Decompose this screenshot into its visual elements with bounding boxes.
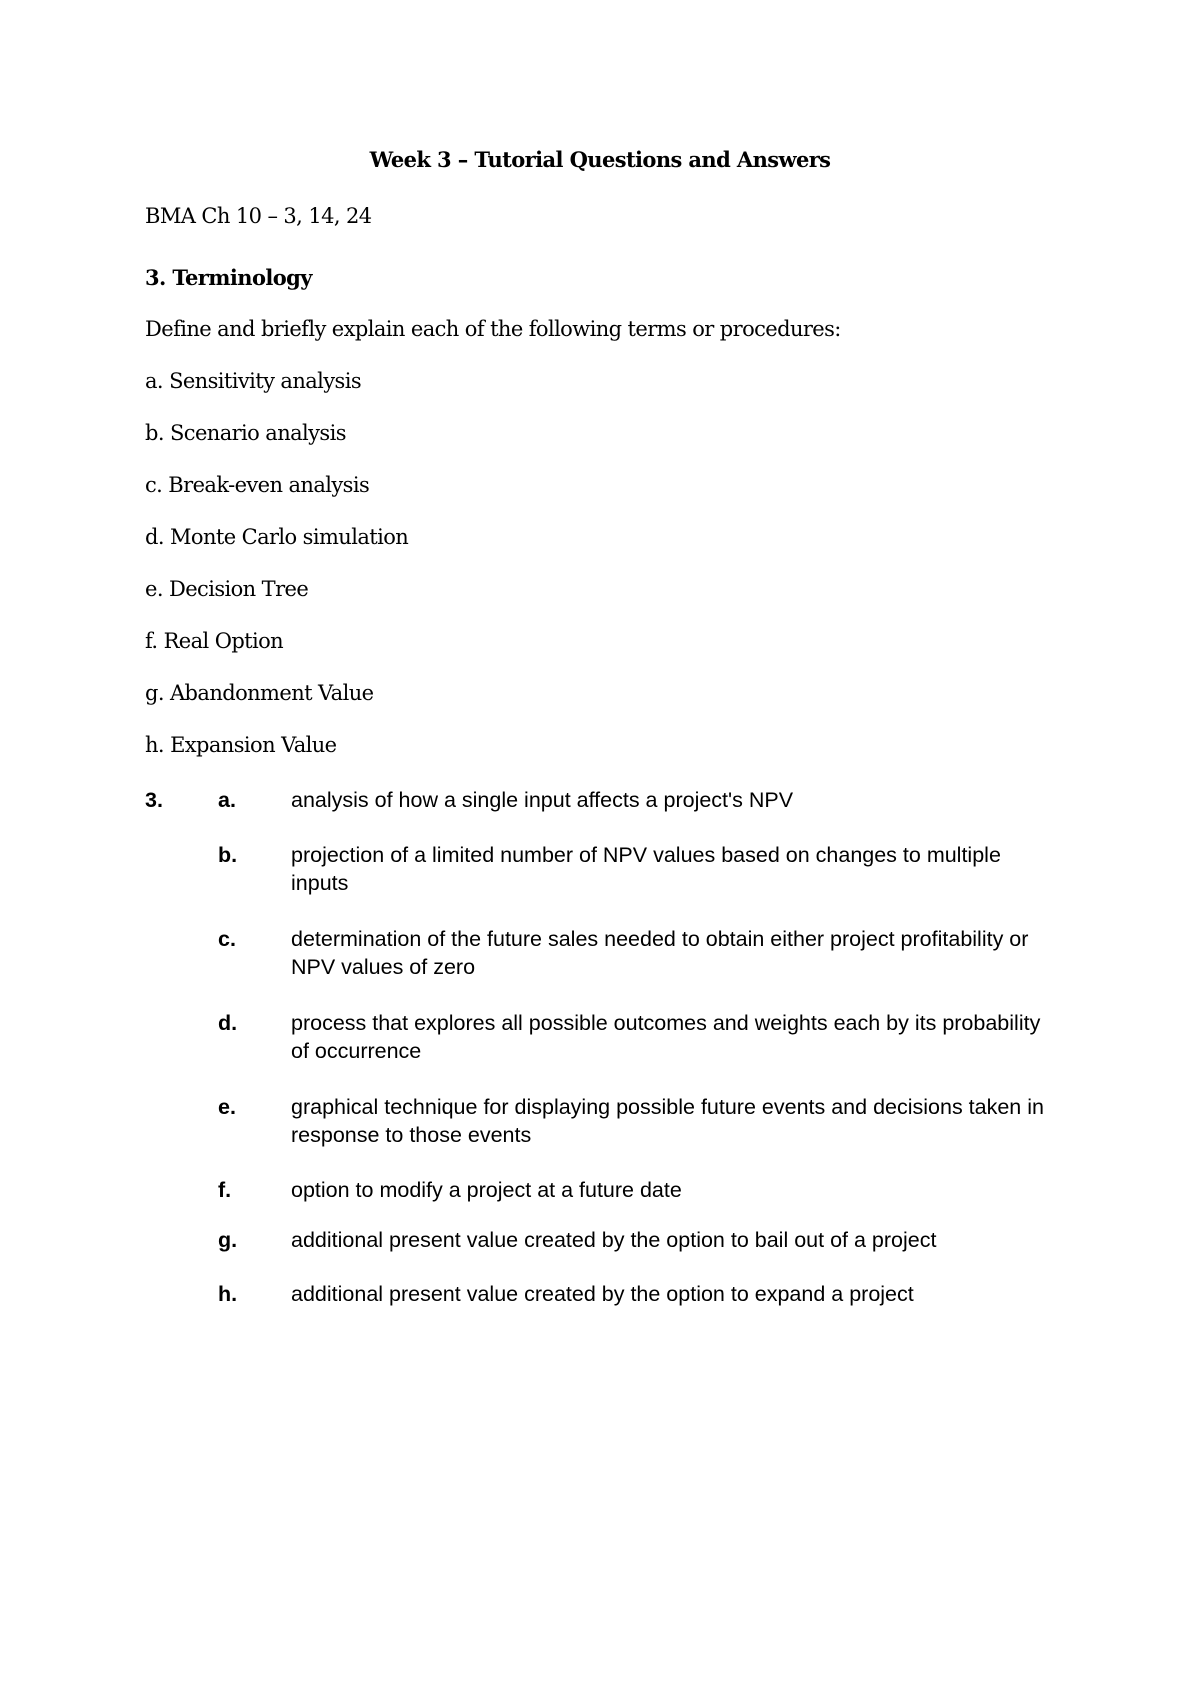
answer-text: process that explores all possible outcomes and weights each by its probability of occurrence (291, 1011, 1041, 1063)
question-instruction: Define and briefly explain each of the following terms or procedures: (145, 317, 841, 341)
terms-list (145, 368, 408, 784)
answer-text: analysis of how a single input affects a project's NPV (291, 788, 794, 812)
answer-letter: a. (218, 788, 236, 812)
term-item: c. Break-even analysis (145, 473, 370, 497)
answers-number: 3. (145, 788, 163, 812)
answer-text: option to modify a project at a future date (291, 1178, 682, 1202)
answer-letter: d. (218, 1011, 238, 1035)
answer-text: graphical technique for displaying possible future events and decisions taken in response to those events (291, 1095, 1044, 1147)
answer-letter: b. (218, 843, 238, 867)
answer-letter: e. (218, 1095, 236, 1119)
page-title: Week 3 – Tutorial Questions and Answers (369, 147, 831, 172)
term-item: e. Decision Tree (145, 577, 309, 601)
chapter-reference: BMA Ch 10 – 3, 14, 24 (145, 204, 372, 228)
answer-text: additional present value created by the option to expand a project (291, 1282, 914, 1306)
answer-text: determination of the future sales needed to obtain either project profitability or NPV values of zero (291, 927, 1029, 979)
term-item: b. Scenario analysis (145, 421, 346, 445)
answer-letter: c. (218, 927, 236, 951)
answer-letter: h. (218, 1282, 238, 1306)
term-item: g. Abandonment Value (145, 681, 374, 705)
term-item: h. Expansion Value (145, 733, 337, 757)
answer-letter: f. (218, 1178, 232, 1202)
answer-letter: g. (218, 1228, 238, 1252)
answer-text: projection of a limited number of NPV values based on changes to multiple inputs (291, 843, 1001, 895)
answer-text: additional present value created by the option to bail out of a project (291, 1228, 937, 1252)
term-item: d. Monte Carlo simulation (145, 525, 409, 549)
term-item: a. Sensitivity analysis (145, 369, 362, 393)
term-item: f. Real Option (145, 629, 284, 653)
section-heading: 3. Terminology (145, 265, 312, 290)
